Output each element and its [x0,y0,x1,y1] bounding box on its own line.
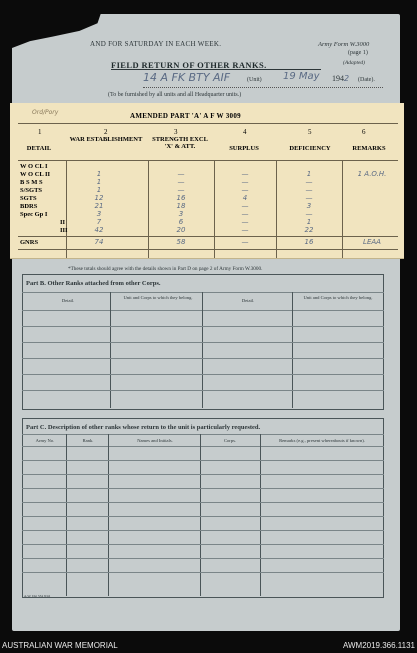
part-c-row-line [22,544,384,545]
row-war: 21 [94,202,104,210]
col-number-5: 5 [308,128,312,136]
date-handwriting: 19 May [283,71,320,82]
row-label: S/SGTS [20,187,43,194]
part-b-col-detail-1: Detail. [61,298,75,303]
row-war: 74 [94,238,104,246]
part-c-col-names: Names and Initials. [137,438,173,443]
part-b-row-line [22,390,384,391]
slip-bottom-rule [18,249,398,250]
weekly-heading: AND FOR SATURDAY IN EACH WEEK. [90,40,222,48]
row-surplus: — [241,186,249,194]
date-label: (Date). [358,77,375,83]
part-b-header-rule [22,310,384,311]
row-deficiency: — [305,210,313,218]
part-c-header-rule [22,446,384,447]
print-code: A.W. Dst 534 8/42 [24,594,51,598]
row-deficiency: — [305,178,313,186]
row-deficiency: — [305,186,313,194]
title-underline [111,69,321,70]
row-strength: 6 [178,218,184,226]
row-surplus: 4 [242,194,248,202]
slip-col-line-5 [342,161,343,258]
part-b-row-line [22,326,384,327]
row-deficiency: 1 [306,218,312,226]
row-label: BDRS [20,203,38,210]
row-strength: 20 [176,226,186,234]
row-surplus: — [241,202,249,210]
col-header-war-establishment: WAR ESTABLISHMENT [69,136,143,143]
row-deficiency: 1 [306,170,312,178]
row-strength: 16 [176,194,186,202]
amendment-slip [10,103,404,258]
slip-margin-note: Ord/Pory [32,109,59,116]
col-number-6: 6 [362,128,366,136]
part-b-row-line [22,374,384,375]
row-strength: — [177,178,185,186]
part-c-col-army-no: Army No. [35,438,55,443]
row-surplus: — [241,170,249,178]
row-war: 1 [96,170,102,178]
part-c-row-line [22,502,384,503]
year-suffix: 2 [344,74,350,83]
row-label: Spec Gp I [20,211,48,218]
row-deficiency: — [305,194,313,202]
col-header-deficiency: DEFICIENCY [289,145,331,152]
row-strength: 58 [176,238,186,246]
slip-col-line-3 [214,161,215,258]
part-c-col-corps: Corps. [223,438,237,443]
part-b-col-detail-2: Detail. [241,298,255,303]
slip-col-line-2 [148,161,149,258]
part-c-row-line [22,558,384,559]
row-surplus: — [241,218,249,226]
row-deficiency: 22 [304,226,314,234]
row-label: W O CL I [20,163,48,170]
year-printed [332,74,349,83]
part-b-col-unit-2: Unit and Corps to which they belong. [303,295,373,300]
part-c-title: Part C. Description of other ranks whose return to the unit is particularly requested. [26,424,261,431]
part-c-box [22,418,384,598]
row-label: III [60,227,68,234]
row-deficiency: 16 [304,238,314,246]
part-c-col-rank: Rank. [82,438,94,443]
row-strength: — [177,170,185,178]
adapted-label: (Adapted) [343,60,365,66]
slip-total-rule [18,236,398,237]
part-c-row-line [22,572,384,573]
row-surplus: — [241,210,249,218]
row-label: SGTS [20,195,37,202]
col-header-remarks: REMARKS [352,145,386,152]
slip-title: AMENDED PART 'A' A F W 3009 [130,112,241,120]
row-remarks: LEAA [363,238,381,246]
col-number-4: 4 [243,128,247,136]
caption-accession: AWM2019.366.1131 [342,641,415,650]
slip-col-line-4 [276,161,277,258]
part-c-row-line [22,474,384,475]
col-header-surplus: SURPLUS [229,145,259,152]
part-c-top-rule [22,434,384,435]
row-strength: 18 [176,202,186,210]
slip-title-rule [18,123,398,124]
part-c-row-line [22,516,384,517]
year-prefix: 194 [332,74,344,83]
row-war: 1 [96,178,102,186]
row-surplus: — [241,178,249,186]
row-war: 42 [94,226,104,234]
unit-handwriting: 14 A FK BTY AIF [143,71,231,84]
row-war: 7 [96,218,102,226]
unit-label: (Unit) [247,77,262,83]
col-header-detail: DETAIL [26,145,52,152]
row-label: GNRS [20,239,39,246]
row-strength: — [177,186,185,194]
part-c-row-line [22,488,384,489]
part-b-top-rule [22,292,384,293]
row-war: 3 [96,210,102,218]
row-deficiency: 3 [306,202,312,210]
col-number-3: 3 [174,128,178,136]
col-number-1: 1 [38,128,42,136]
row-label: W O CL II [20,171,51,178]
part-b-row-line [22,358,384,359]
row-label: II [60,219,66,226]
row-war: 1 [96,186,102,194]
row-remarks: 1 A.O.H. [357,170,387,178]
caption-source: AUSTRALIAN WAR MEMORIAL [2,641,118,650]
part-b-col-unit-1: Unit and Corps to which they belong. [123,295,193,300]
part-c-col-remarks: Remarks (e.g., present whereabouts if known). [279,438,365,443]
part-c-row-line [22,460,384,461]
page-number: (page 1) [348,50,368,56]
row-war: 12 [94,194,104,202]
army-form-number: Army Form W.3000 [318,41,370,48]
col-header-strength: STRENGTH EXCL 'X' & ATT. [152,136,208,150]
slip-col-line-1 [66,161,67,258]
row-strength: 3 [178,210,184,218]
totals-note: *These totals should agree with the details shown in Part D on page 2 of Army Form W.3000. [68,266,263,272]
part-c-row-line [22,530,384,531]
row-surplus: — [241,238,249,246]
row-label: B S M S [20,179,43,186]
part-b-row-line [22,342,384,343]
part-b-title: Part B. Other Ranks attached from other Corps. [26,280,161,287]
furnished-note: (To be furnished by all units and all Headquarter units.) [108,92,242,98]
row-surplus: — [241,226,249,234]
slip-header-rule [18,160,398,161]
form-title: FIELD RETURN OF OTHER RANKS. [111,60,267,70]
col-number-2: 2 [104,128,108,136]
